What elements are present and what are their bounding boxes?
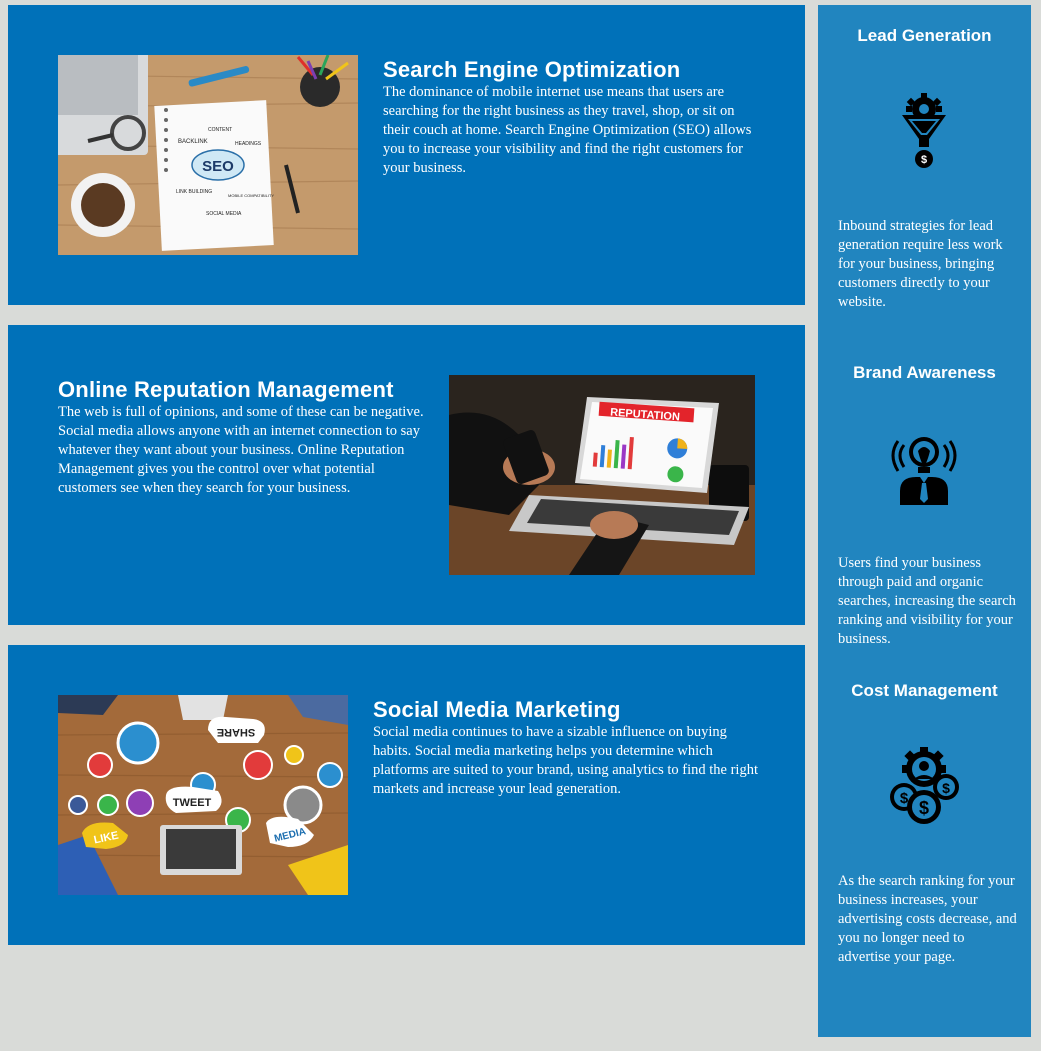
benefit-title-brand-awareness: Brand Awareness — [853, 363, 996, 382]
funnel-gear-dollar-icon — [884, 91, 964, 171]
svg-text:BACKLINK: BACKLINK — [178, 139, 208, 145]
service-description: The web is full of opinions, and some of these can be negative. Social media allows anyone with an internet connection to say whatever they want about your business. Online Reputation Management gives you the control over what potential customers see when they search for your business. — [58, 404, 424, 496]
like-bubble-label: LIKE — [92, 829, 120, 847]
svg-text:SOCIAL MEDIA: SOCIAL MEDIA — [206, 211, 242, 217]
service-card-reputation — [8, 325, 805, 625]
service-title: Online Reputation Management — [58, 377, 394, 402]
reputation-screen-label: REPUTATION — [609, 406, 681, 424]
coins-gear-icon — [884, 747, 964, 827]
benefit-description: Users find your business through paid and organic searches, increasing the search ranking and visibility for your business. — [838, 555, 1016, 647]
service-card-social — [8, 645, 805, 945]
seo-image — [58, 55, 358, 255]
svg-text:$: $ — [942, 780, 950, 796]
media-bubble-label: MEDIA — [273, 826, 308, 845]
benefit-description: As the search ranking for your business increases, your advertising costs decrease, and you no longer need to advertise your page. — [838, 873, 1017, 965]
seo-image-label: SEO — [202, 158, 234, 175]
svg-text:CONTENT: CONTENT — [208, 127, 233, 133]
tweet-bubble-label: TWEET — [172, 797, 212, 809]
service-card-seo — [8, 5, 805, 305]
service-title: Search Engine Optimization — [383, 57, 681, 82]
share-bubble-label: SHARE — [216, 726, 256, 738]
benefit-title-cost-management: Cost Management — [851, 681, 998, 700]
svg-text:$: $ — [920, 154, 928, 166]
svg-text:$: $ — [899, 790, 909, 807]
service-description: The dominance of mobile internet use means that users are searching for the right business as they travel, shop, or sit on their couch at home. Search Engine Optimization (SEO) allows you to increase your visibility and find the right customers for your business. — [383, 84, 752, 176]
service-description: Social media continues to have a sizable influence on buying habits. Social media marketing helps you determine which platforms are suited to your brand, using analytics to find the right markets and increase your lead generation. — [373, 724, 758, 797]
benefit-title-lead-generation: Lead Generation — [857, 26, 992, 45]
svg-text:$: $ — [918, 798, 930, 818]
service-title: Social Media Marketing — [373, 697, 621, 722]
svg-text:HEADINGS: HEADINGS — [235, 141, 262, 147]
reputation-image — [449, 375, 755, 575]
lightbulb-head-icon — [884, 427, 964, 507]
benefit-description: Inbound strategies for lead generation require less work for your business, bringing customers directly to your website. — [838, 218, 1003, 310]
svg-text:MOBILE COMPATIBILITY: MOBILE COMPATIBILITY — [228, 193, 275, 198]
social-image — [58, 695, 348, 895]
benefits-sidebar — [818, 5, 1031, 1037]
svg-text:LINK BUILDING: LINK BUILDING — [176, 189, 213, 195]
